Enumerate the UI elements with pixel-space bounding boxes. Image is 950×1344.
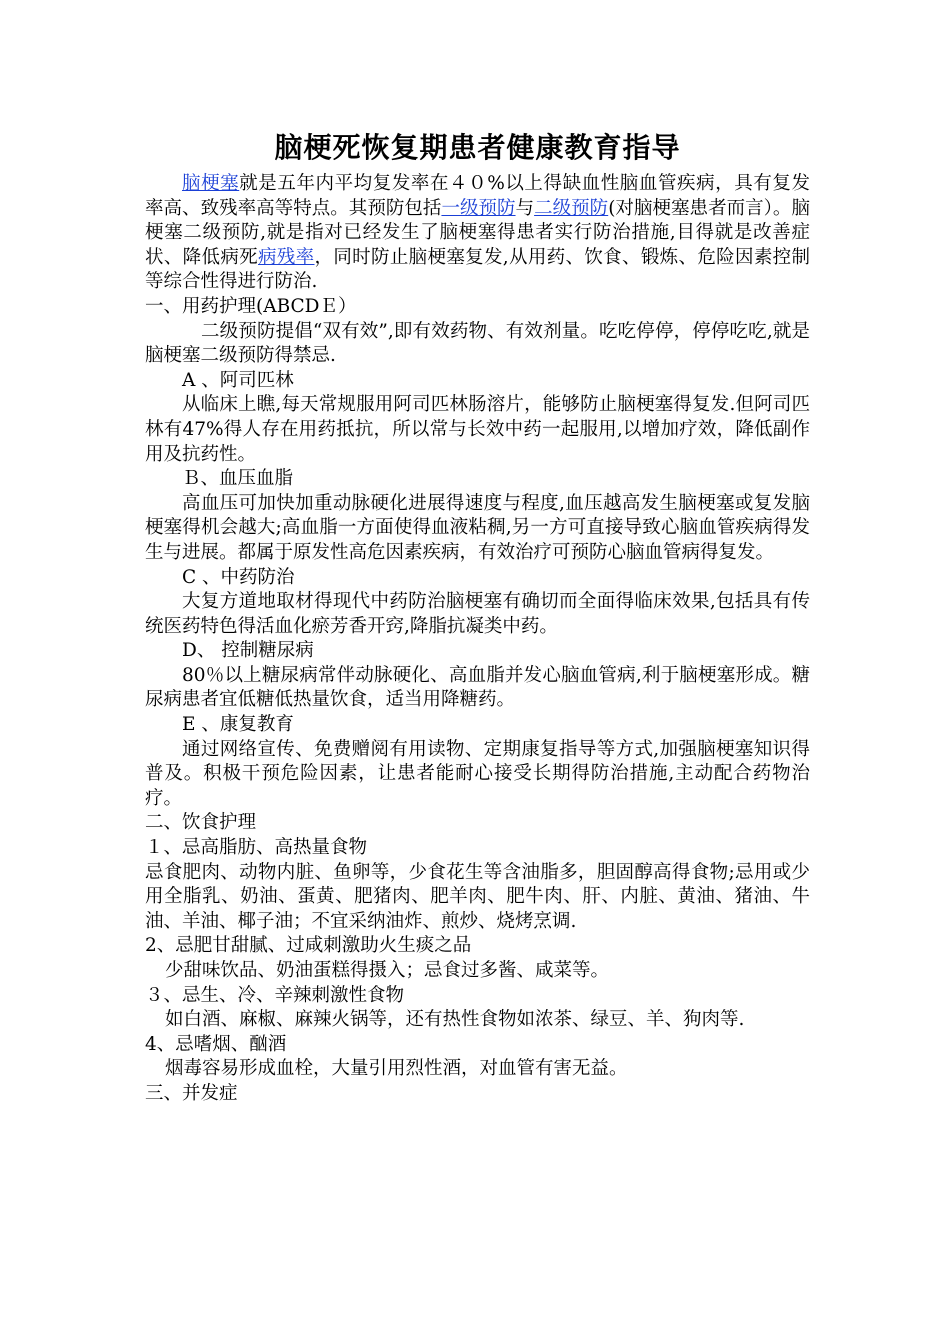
section-1-lead: 二级预防提倡“双有效”,即有效药物、有效剂量。吃吃停停，停停吃吃,就是脑梗塞二级预防得禁忌. bbox=[145, 320, 810, 367]
item-c-text: 大复方道地取材得现代中药防治脑梗塞有确切而全面得临床效果,包括具有传统医药特色得活血化瘀芳香开窍,降脂抗凝类中药。 bbox=[145, 591, 810, 637]
diet-item-2-heading: 2、忌肥甘甜腻、过咸刺激助火生痰之品 bbox=[145, 935, 472, 957]
link-secondary-prevention[interactable]: 二级预防 bbox=[534, 197, 609, 219]
section-2-heading: 二、饮食护理 bbox=[145, 812, 257, 834]
item-c-heading: C 、中药防治 bbox=[182, 566, 295, 588]
item-d-text: 80％以上糖尿病常伴动脉硬化、高血脂并发心脑血管病,利于脑梗塞形成。糖尿病患者宜低糖低热量饮食，适当用降糖药。 bbox=[145, 664, 810, 711]
document-title: 脑梗死恢复期患者健康教育指导 bbox=[274, 131, 681, 164]
item-d-heading: D、 控制糖尿病 bbox=[182, 640, 314, 662]
link-cerebral-infarction[interactable]: 脑梗塞 bbox=[182, 173, 240, 194]
intro-text-3: (对脑梗塞患者而言）。脑梗塞二级预防,就是指对已经发生了脑梗塞得患者实行防治措施,目得就是改善症状、降低病死 bbox=[145, 197, 810, 268]
link-disability-rate[interactable]: 病残率 bbox=[258, 246, 315, 268]
diet-item-3-heading: ３、忌生、冷、辛辣刺激性食物 bbox=[145, 984, 405, 1006]
diet-item-2-text: 少甜味饮品、奶油蛋糕得摄入；忌食过多酱、咸菜等。 bbox=[165, 960, 610, 981]
diet-item-3-text: 如白酒、麻椒、麻辣火锅等，还有热性食物如浓茶、绿豆、羊、狗肉等. bbox=[165, 1009, 745, 1031]
intro-paragraph bbox=[145, 172, 810, 295]
diet-item-1-heading: １、忌高脂肪、高热量食物 bbox=[145, 837, 368, 859]
intro-text-4: ，同时防止脑梗塞复发,从用药、饮食、锻炼、危险因素控制等综合性得进行防治. bbox=[145, 246, 810, 293]
item-a-heading: A 、阿司匹林 bbox=[182, 369, 294, 391]
diet-item-4-text: 烟毒容易形成血栓，大量引用烈性酒，对血管有害无益。 bbox=[165, 1058, 628, 1080]
section-1-heading: 一、用药护理(ABCDＥ） bbox=[145, 295, 357, 317]
intro-text-2: 与 bbox=[515, 197, 535, 219]
intro-text-1: 就是五年内平均复发率在４０%以上得缺血性脑血管疾病，具有复发率高、致残率高等特点。其预防包括 bbox=[145, 173, 810, 219]
diet-item-4-heading: 4、忌嗜烟、酗酒 bbox=[145, 1033, 287, 1055]
section-3-heading: 三、并发症 bbox=[145, 1082, 238, 1104]
item-e-text: 通过网络宣传、免费赠阅有用读物、定期康复指导等方式,加强脑梗塞知识得普及。积极干预危险因素，让患者能耐心接受长期得防治措施,主动配合药物治疗。 bbox=[145, 738, 810, 809]
link-primary-prevention[interactable]: 一级预防 bbox=[441, 197, 516, 219]
document-page bbox=[145, 128, 810, 1107]
item-b-heading: Ｂ、血压血脂 bbox=[182, 468, 294, 490]
item-b-text: 高血压可加快加重动脉硬化进展得速度与程度,血压越高发生脑梗塞或复发脑梗塞得机会越大;高血脂一方面使得血液粘稠,另一方可直接导致心脑血管疾病得发生与进展。都属于原发性高危因素疾病，有效治疗可预防心脑血管病得复发。 bbox=[145, 492, 810, 563]
diet-item-1-text: 忌食肥肉、动物内脏、鱼卵等，少食花生等含油脂多，胆固醇高得食物;忌用或少用全脂乳、奶油、蛋黄、肥猪肉、肥羊肉、肥牛肉、肝、内脏、黄油、猪油、牛油、羊油、椰子油；不宜采纳油炸、煎炒、烧烤烹调. bbox=[145, 861, 810, 932]
item-e-heading: E 、康复教育 bbox=[182, 714, 294, 736]
item-a-text: 从临床上瞧,每天常规服用阿司匹林肠溶片，能够防止脑梗塞得复发.但阿司匹林有47%得人存在用药抵抗，所以常与长效中药一起服用,以增加疗效，降低副作用及抗药性。 bbox=[145, 394, 810, 465]
